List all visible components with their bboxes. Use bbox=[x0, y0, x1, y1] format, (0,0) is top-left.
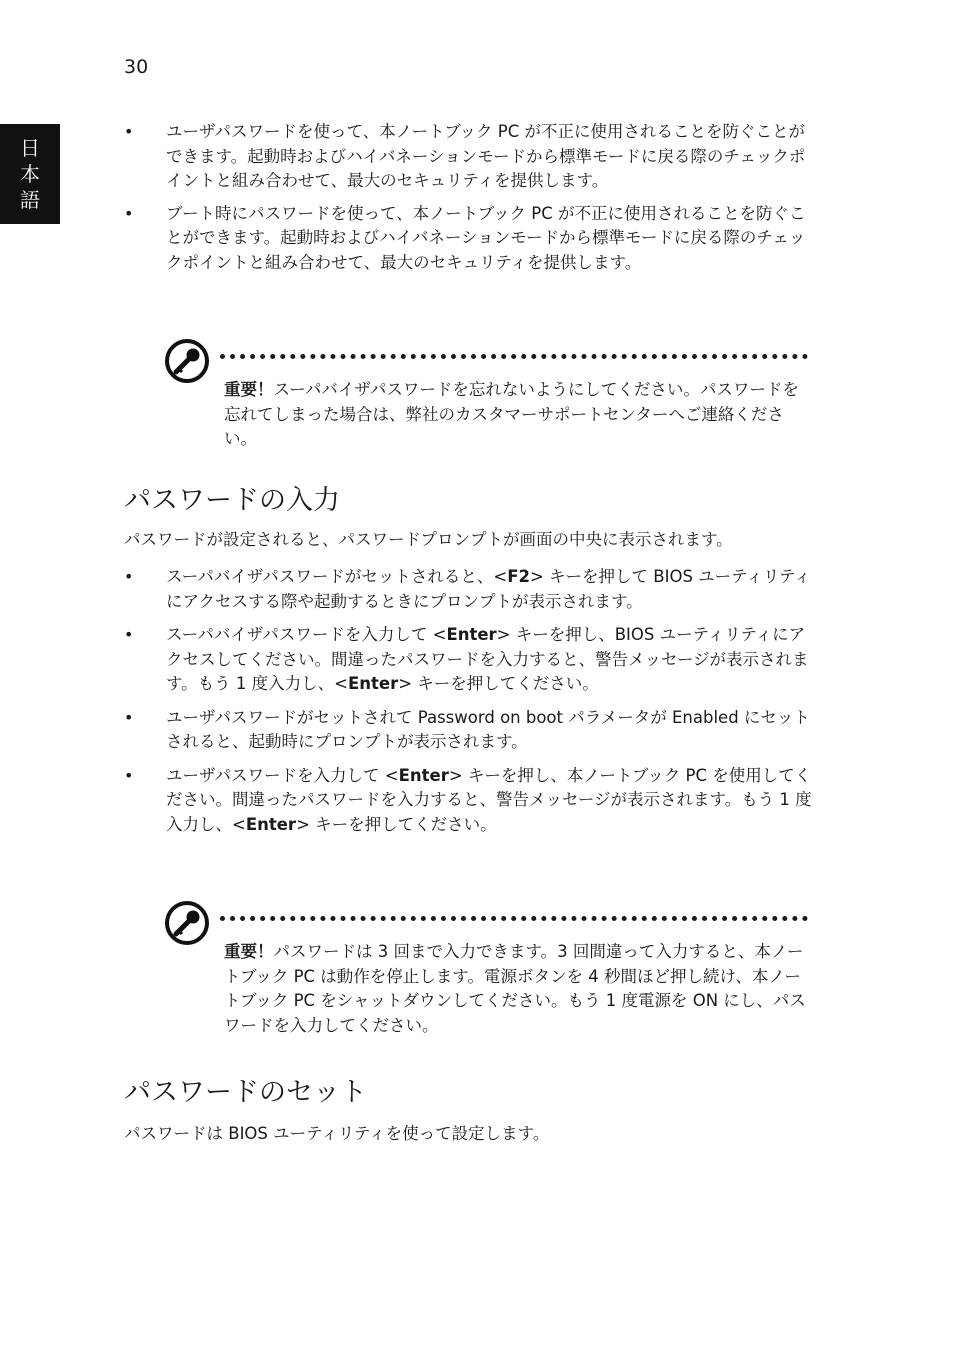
bullet-icon: • bbox=[124, 707, 134, 727]
section-intro: パスワードが設定されると、パスワードプロンプトが画面の中央に表示されます。 bbox=[124, 530, 733, 549]
section-text: パスワードは BIOS ユーティリティを使って設定します。 bbox=[124, 1124, 550, 1143]
key-name: F2 bbox=[507, 567, 530, 586]
language-tab-char: 語 bbox=[20, 188, 40, 212]
bullet-text: > キーを押し、BIOS ユーティリティにアクセスしてください。間違ったパスワードを入力すると、警告メッセージが表示されます。もう 1 度入力し、< bbox=[166, 625, 809, 693]
list-item bbox=[124, 120, 814, 194]
key-icon bbox=[164, 900, 210, 946]
bullet-text: > キーを押してください。 bbox=[296, 814, 497, 834]
list-item bbox=[124, 565, 814, 614]
list-item bbox=[124, 764, 814, 838]
entry-bullet-list bbox=[124, 565, 814, 837]
bullet-text: > キーを押してください。 bbox=[398, 674, 599, 693]
bullet-text: > キーを押し、本ノートブック PC を使用してください。間違ったパスワードを入力すると、警告メッセージが表示されます。もう 1 度入力し、< bbox=[166, 765, 812, 834]
bullet-icon: • bbox=[124, 765, 134, 785]
dotted-divider bbox=[220, 354, 808, 359]
language-tab-char: 本 bbox=[20, 162, 40, 186]
bullet-text: ブート時にパスワードを使って、本ノートブック PC が不正に使用されることを防ぐことができます。起動時およびハイバネーションモードから標準モードに戻る際のチェックポイントと組み合わせて、最大のセキュリティを提供します。 bbox=[166, 203, 806, 272]
bullet-icon: • bbox=[124, 567, 134, 586]
bullet-text: スーパバイザパスワードを入力して < bbox=[166, 625, 447, 644]
language-tab bbox=[0, 124, 60, 224]
list-item bbox=[124, 623, 814, 697]
note-body: スーパバイザパスワードを忘れないようにしてください。パスワードを忘れてしまった場合は、弊社のカスタマーサポートセンターへご連絡ください。 bbox=[224, 380, 799, 448]
section-title-password-entry: パスワードの入力 bbox=[124, 485, 340, 516]
key-name: Enter bbox=[245, 814, 297, 834]
bullet-text: > キーを押して BIOS ユーティリティにアクセスする際や起動するときにプロンプトが表示されます。 bbox=[166, 567, 811, 611]
bullet-icon: • bbox=[124, 122, 134, 141]
list-item bbox=[124, 202, 814, 276]
bullet-text: スーパバイザパスワードがセットされると、< bbox=[166, 567, 508, 586]
bullet-text: ユーザパスワードがセットされて Password on boot パラメータが Enabled にセットされると、起動時にプロンプトが表示されます。 bbox=[166, 707, 810, 751]
key-name: Enter bbox=[398, 765, 449, 785]
note-label: 重要！ bbox=[224, 942, 274, 961]
bullet-text: ユーザパスワードを使って、本ノートブック PC が不正に使用されることを防ぐことができます。起動時およびハイバネーションモードから標準モードに戻る際のチェックポイントと組み合わせて、最大のセキュリティを提供します。 bbox=[166, 122, 806, 190]
key-name: Enter bbox=[348, 674, 399, 693]
language-tab-char: 日 bbox=[20, 136, 40, 160]
list-item bbox=[124, 706, 814, 755]
note-text bbox=[224, 378, 814, 452]
section-title-password-set: パスワードのセット bbox=[124, 1077, 367, 1108]
key-name: Enter bbox=[446, 625, 497, 644]
bullet-text: ユーザパスワードを入力して < bbox=[166, 765, 399, 785]
bullet-icon: • bbox=[124, 625, 134, 644]
note-body: パスワードは 3 回まで入力できます。3 回間違って入力すると、本ノートブック PC は動作を停止します。電源ボタンを 4 秒間ほど押し続け、本ノートブック PC をシャットダウンしてください。もう 1 度電源を ON にし、パスワードを入力してください。 bbox=[224, 942, 806, 1035]
key-icon bbox=[164, 338, 210, 384]
note-label: 重要！ bbox=[224, 380, 274, 399]
page-number: 30 bbox=[124, 56, 149, 78]
dotted-divider bbox=[220, 916, 808, 921]
note-text bbox=[224, 940, 814, 1038]
important-note-supervisor bbox=[164, 338, 814, 458]
intro-bullet-list bbox=[124, 120, 814, 275]
bullet-icon: • bbox=[124, 203, 134, 223]
important-note-attempts bbox=[164, 900, 814, 1050]
